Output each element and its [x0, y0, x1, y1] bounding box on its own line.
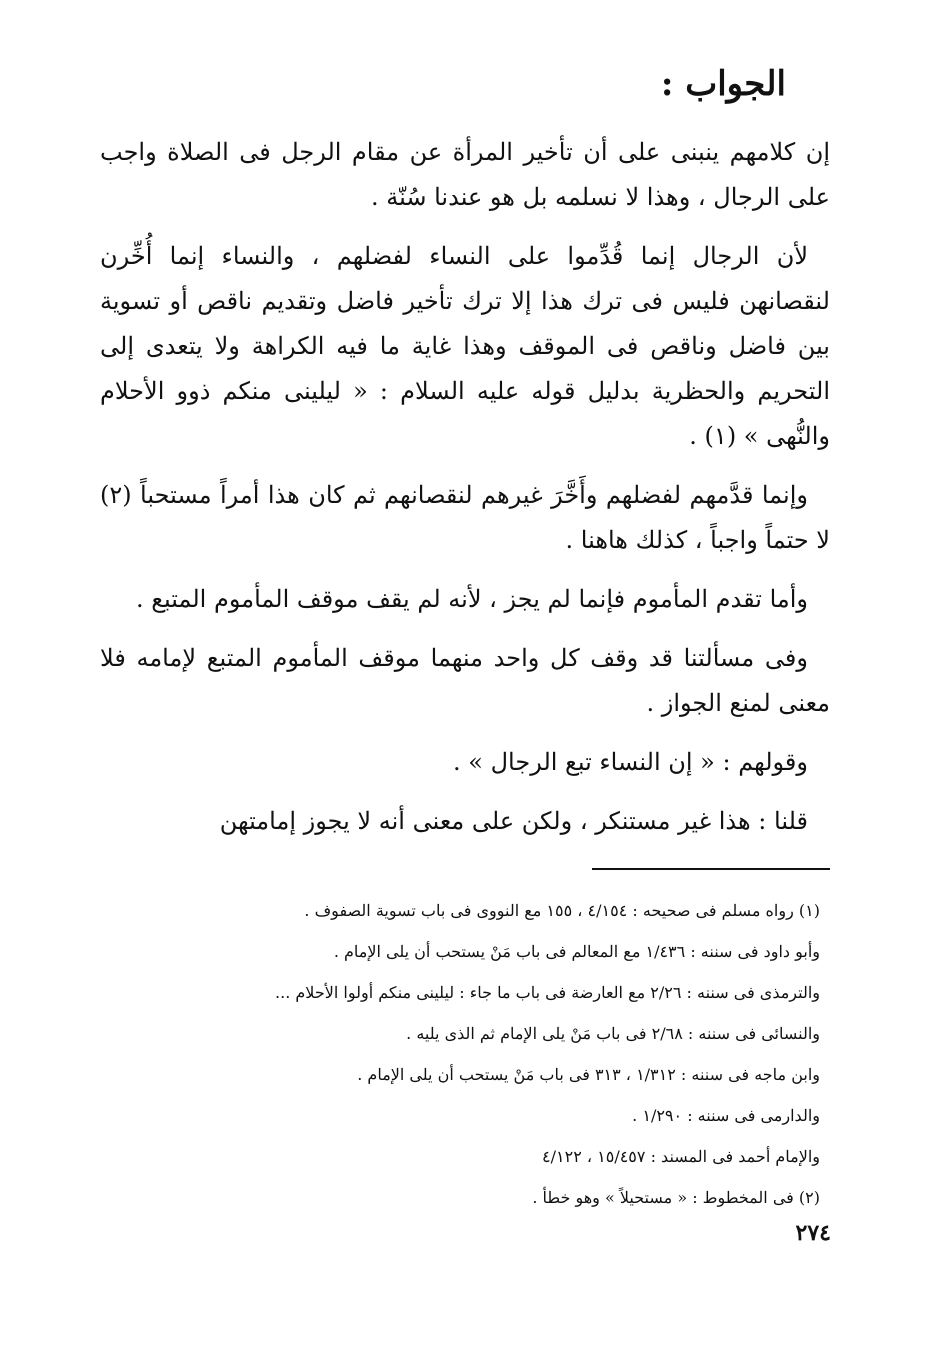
footnote-line: والإمام أحمد فى المسند : ١٥/٤٥٧ ، ٤/١٢٢: [542, 1147, 820, 1166]
footnote-line: وابن ماجه فى سننه : ١/٣١٢ ، ٣١٣ فى باب مَنْ يستحب أن يلى الإمام .: [357, 1065, 820, 1084]
paragraph: لأن الرجال إنما قُدِّموا على النساء لفضلهم ، والنساء إنما أُخِّرن لنقصانهن فليس فى ترك هذا إلا ترك تأخير فاضل وتقديم ناقص أو تسوية بين فاضل وناقص فى الموقف وهذا غاية ما فيه الكراهة ولا يتعدى إلى التحريم والحظرية بدليل قوله عليه السلام : « ليلينى منكم ذوو الأحلام والنُّهى » (١) .: [100, 242, 830, 450]
footnote-line: (٢) فى المخطوط : « مستحيلاً » وهو خطأ .: [532, 1188, 820, 1207]
footnote-separator: [592, 868, 830, 870]
footnote-line: وأبو داود فى سننه : ١/٤٣٦ مع المعالم فى باب مَنْ يستحب أن يلى الإمام .: [333, 942, 820, 961]
footnotes: [100, 890, 830, 1218]
footnote-line: (١) رواه مسلم فى صحيحه : ٤/١٥٤ ، ١٥٥ مع النووى فى باب تسوية الصفوف .: [304, 901, 820, 920]
page-number: ٢٧٤: [795, 1220, 831, 1246]
footnote-line: والنسائى فى سننه : ٢/٦٨ فى باب مَنْ يلى الإمام ثم الذى يليه .: [406, 1024, 820, 1043]
section-heading: الجواب :: [660, 64, 786, 104]
paragraph: وأما تقدم المأموم فإنما لم يجز ، لأنه لم يقف موقف المأموم المتبع .: [135, 585, 808, 613]
paragraph: وفى مسألتنا قد وقف كل واحد منهما موقف المأموم المتبع لإمامه فلا معنى لمنع الجواز .: [100, 644, 830, 717]
paragraph: وقولهم : « إن النساء تبع الرجال » .: [453, 748, 808, 776]
paragraph: قلنا : هذا غير مستنكر ، ولكن على معنى أنه لا يجوز إمامتهن: [219, 807, 808, 835]
document-page: [100, 58, 830, 1308]
footnote-line: والدارمى فى سننه : ١/٢٩٠ .: [632, 1106, 820, 1125]
footnote-line: والترمذى فى سننه : ٢/٢٦ مع العارضة فى باب ما جاء : ليلينى منكم أولوا الأحلام ...: [275, 983, 820, 1002]
paragraph: إن كلامهم ينبنى على أن تأخير المرأة عن مقام الرجل فى الصلاة واجب على الرجال ، وهذا لا نسلمه بل هو عندنا سُنّة .: [100, 138, 830, 211]
paragraph: وإنما قدَّمهم لفضلهم وأَخَّرَ غيرهم لنقصانهم ثم كان هذا أمراً مستحباً (٢) لا حتماً واجباً ، كذلك هاهنا .: [100, 481, 830, 554]
